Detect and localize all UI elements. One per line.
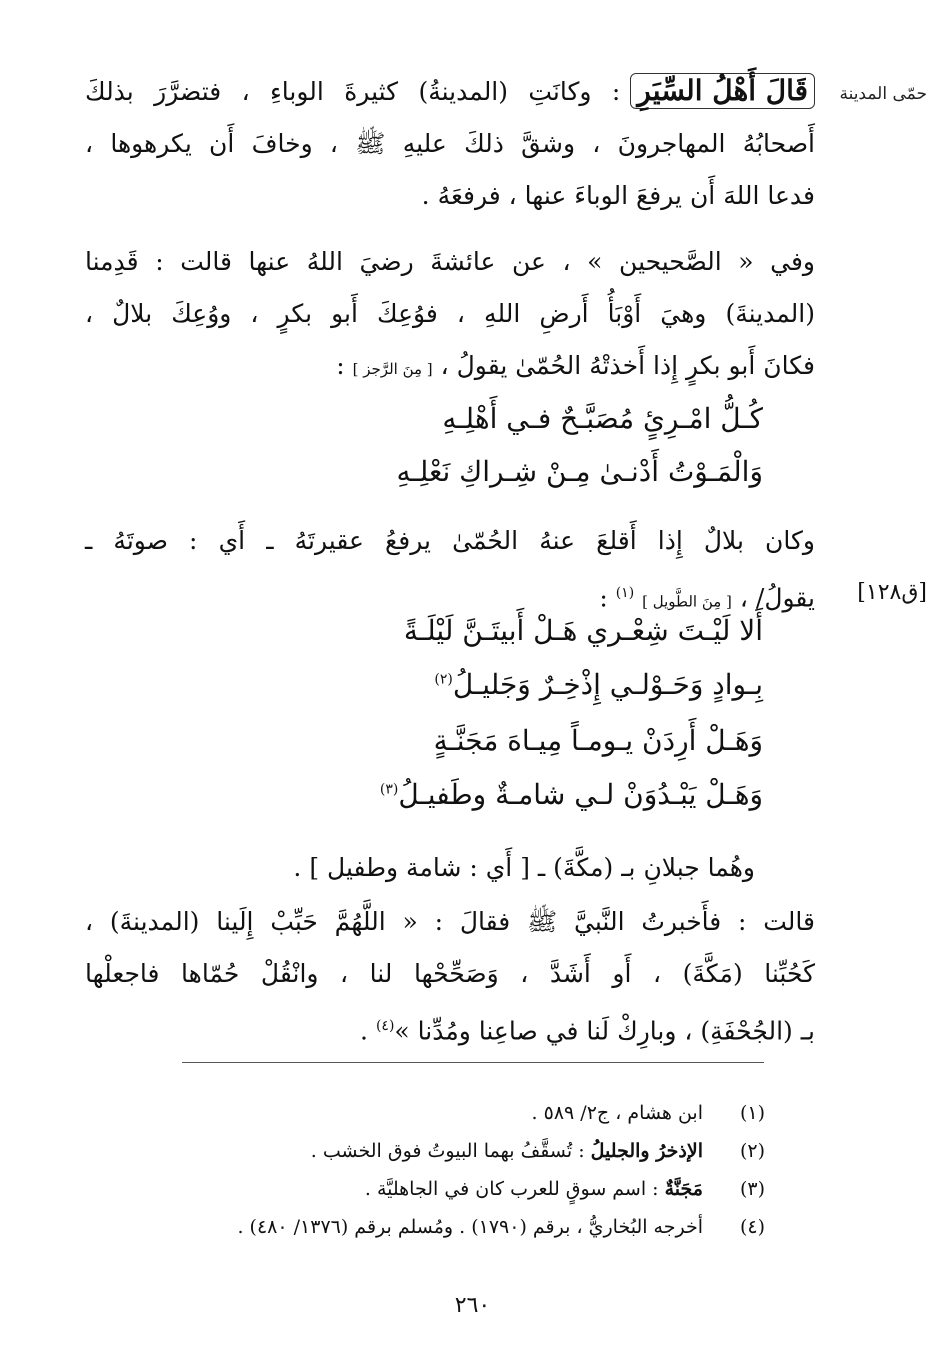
footnote-number: (٣) — [739, 1178, 765, 1200]
meter-label: [ مِنَ الرَّجز ] — [352, 360, 433, 378]
footnote-term: مَجَنَّةٌ — [664, 1178, 703, 1200]
footnote-number: (٤) — [739, 1216, 765, 1238]
footnote — [125, 1212, 765, 1242]
footnote-ref: (٤) — [375, 1018, 395, 1034]
footnote — [125, 1098, 765, 1128]
footnote-text: ابن هشام ، ج٢/ ٥٨٩ . — [531, 1102, 703, 1124]
footnote-text: أخرجه البُخاريُّ ، برقم (١٧٩٠) . ومُسلم برقم (١٣٧٦/ ٤٨٠) . — [237, 1216, 703, 1238]
paragraph-2 — [85, 236, 815, 395]
verse-hemistich: وَهَـلْ أَرِدَنْ يـومـاً مِيـاهَ مَجَنَّـةٍ — [433, 724, 763, 757]
footnote — [125, 1136, 765, 1166]
section-heading-ornament: قَالَ أَهْلُ السِّيَرِ — [630, 73, 815, 109]
verse-hemistich: بِـوادٍ وَحَـوْلـي إِذْخِـرٌ وَجَليـلُ$^{(٢)}$ — [434, 668, 763, 701]
paragraph-line: بـ (الجُحْفَةِ) ، وبارِكْ لَنا في صاعِنا ومُدِّنا »$^{(٤)}$ . — [360, 1016, 815, 1046]
paragraph-line: فكانَ أَبو بكرٍ إِذا أَخذتْهُ الحُمّىٰ يقولُ ، [ مِنَ الرَّجز ] : — [336, 351, 815, 380]
footnote-ref: (٣) — [379, 781, 399, 798]
footnotes — [125, 1098, 765, 1250]
meter-label: [ مِنَ الطَّويل ] — [642, 592, 732, 611]
page-number: ٢٦٠ — [454, 1293, 491, 1318]
paragraph-line: وكان بلالٌ إِذا أَقلعَ عنهُ الحُمّىٰ يرفعُ عقيرتَهُ ـ أَي : صوتَهُ ـ — [85, 526, 815, 555]
paragraph-line: قَالَ أَهْلُ السِّيَرِ: وكانَتِ (المدينةُ) كثيرةَ الوباءِ ، فتضرَّرَ بذلكَ — [85, 66, 815, 118]
paragraph-line: فدعا اللهَ أَن يرفعَ الوباءَ عنها ، فرفعَهُ . — [421, 181, 815, 210]
footnote — [125, 1174, 765, 1204]
folio-marker: [ق١٢٨] — [857, 580, 927, 605]
verse-hemistich: أَلا لَيْـتَ شِعْـري هَـلْ أَبيتَـنَّ لَيْلَـةً — [403, 614, 763, 647]
footnote-separator — [182, 1062, 764, 1063]
paragraph-line: (المدينةَ) وهيَ أَوْبَأُ أَرضِ اللهِ ، فوُعِكَ أَبو بكرٍ ، ووُعِكَ بلالٌ ، — [85, 299, 815, 328]
footnote-number: (١) — [739, 1102, 765, 1124]
footnote-text: : تُسقَّفُ بهما البيوتُ فوق الخشب . — [310, 1140, 585, 1162]
margin-note: حمّى المدينة — [839, 84, 927, 104]
paragraph-line: وفي « الصَّحيحين » ، عن عائشةَ رضيَ اللهُ عنها قالت : قَدِمنا — [85, 247, 815, 276]
paragraph-5 — [85, 896, 815, 1057]
paragraph-line: أَصحابُهُ المهاجرونَ ، وشقَّ ذلكَ عليهِ ﷺ ، وخافَ أَن يكرهوها ، — [85, 129, 815, 158]
footnote-text: : اسم سوقٍ للعرب كان في الجاهليَّة . — [364, 1178, 659, 1200]
footnote-ref: (١) — [615, 585, 635, 601]
paragraph-4 — [85, 842, 815, 894]
footnote-term: الإذخرُ والجليلُ — [590, 1140, 703, 1162]
verse-hemistich: وَالْمَـوْتُ أَدْنـىٰ مِـنْ شِـراكِ نَعْلِـهِ — [396, 455, 763, 488]
verse-hemistich: وَهَـلْ يَبْـدُوَنْ لـي شامـةٌ وطَفيـلُ$^{(٣)}$ — [379, 778, 763, 811]
paragraph-line: [ق١٢٨] يقولُ/ ، [ مِنَ الطَّويل ] $^{(١)}$ : — [85, 567, 815, 627]
paragraph-1 — [85, 66, 815, 222]
verse-hemistich: كُـلُّ امْـرِئٍ مُصَبَّـحٌ فـي أَهْلِـهِ — [442, 402, 763, 435]
paragraph-line: وهُما جبلانِ بـ (مكَّةَ) ـ [ أَي : شامة وطفيل ] . — [293, 853, 755, 882]
paragraph-line: قالت : فأَخبرتُ النَّبيَّ ﷺ فقالَ : « اللَّهُمَّ حَبِّبْ إِلَينا (المدينةَ) ، — [85, 907, 815, 936]
footnote-number: (٢) — [739, 1140, 765, 1162]
footnote-ref: (٢) — [434, 671, 453, 688]
paragraph-line: كَحُبِّنا (مَكَّةَ) ، أَو أَشَدَّ ، وَصَحِّحْها لنا ، وانْقُلْ حُمّاها فاجعلْها — [85, 959, 815, 988]
paragraph-3 — [85, 515, 927, 627]
